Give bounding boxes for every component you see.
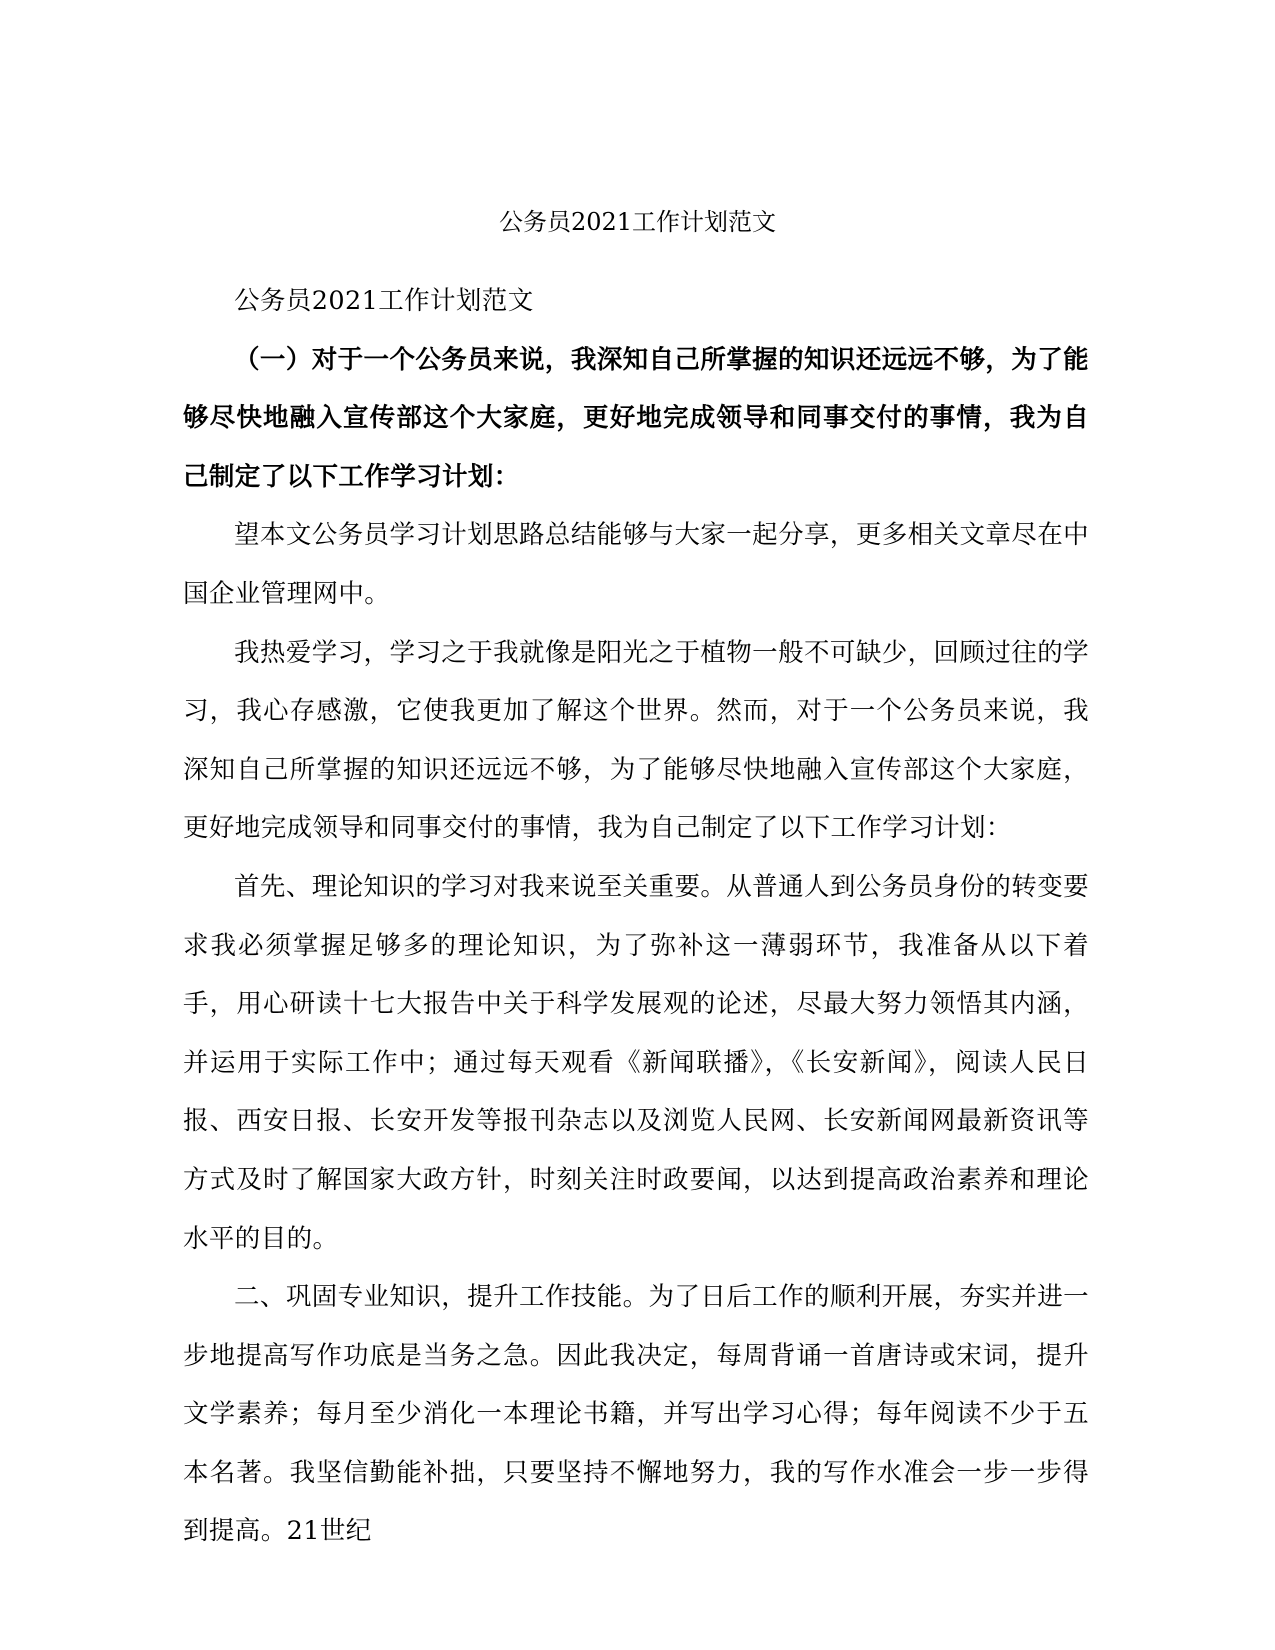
paragraph-share-note: 望本文公务员学习计划思路总结能够与大家一起分享，更多相关文章尽在中国企业管理网中。 [183, 520, 1089, 609]
paragraph-subtitle: 公务员2021工作计划范文 [234, 286, 534, 316]
document-body [183, 272, 1089, 1561]
document-title: 公务员2021工作计划范文 [498, 208, 777, 236]
paragraph-theory-study: 首先、理论知识的学习对我来说至关重要。从普通人到公务员身份的转变要求我必须掌握足够多的理论知识，为了弥补这一薄弱环节，我准备从以下着手，用心研读十七大报告中关于科学发展观的论述，尽最大努力领悟其内涵，并运用于实际工作中；通过每天观看《新闻联播》，《长安新闻》，阅读人民日报、西安日报、长安开发等报刊杂志以及浏览人民网、长安新闻网最新资讯等方式及时了解国家大政方针，时刻关注时政要闻，以达到提高政治素养和理论水平的目的。 [183, 871, 1089, 1254]
paragraph-love-learning: 我热爱学习，学习之于我就像是阳光之于植物一般不可缺少，回顾过往的学习，我心存感激，它使我更加了解这个世界。然而，对于一个公务员来说，我深知自己所掌握的知识还远远不够，为了能够尽快地融入宣传部这个大家庭，更好地完成领导和同事交付的事情，我为自己制定了以下工作学习计划： [183, 637, 1089, 844]
paragraph-intro-bold: （一）对于一个公务员来说，我深知自己所掌握的知识还远远不够，为了能够尽快地融入宣传部这个大家庭，更好地完成领导和同事交付的事情，我为自己制定了以下工作学习计划： [183, 344, 1089, 492]
paragraph-professional-skills: 二、巩固专业知识，提升工作技能。为了日后工作的顺利开展，夯实并进一步地提高写作功底是当务之急。因此我决定，每周背诵一首唐诗或宋词，提升文学素养；每月至少消化一本理论书籍，并写出学习心得；每年阅读不少于五本名著。我坚信勤能补拙，只要坚持不懈地努力，我的写作水准会一步一步得到提高。21世纪 [183, 1282, 1089, 1547]
